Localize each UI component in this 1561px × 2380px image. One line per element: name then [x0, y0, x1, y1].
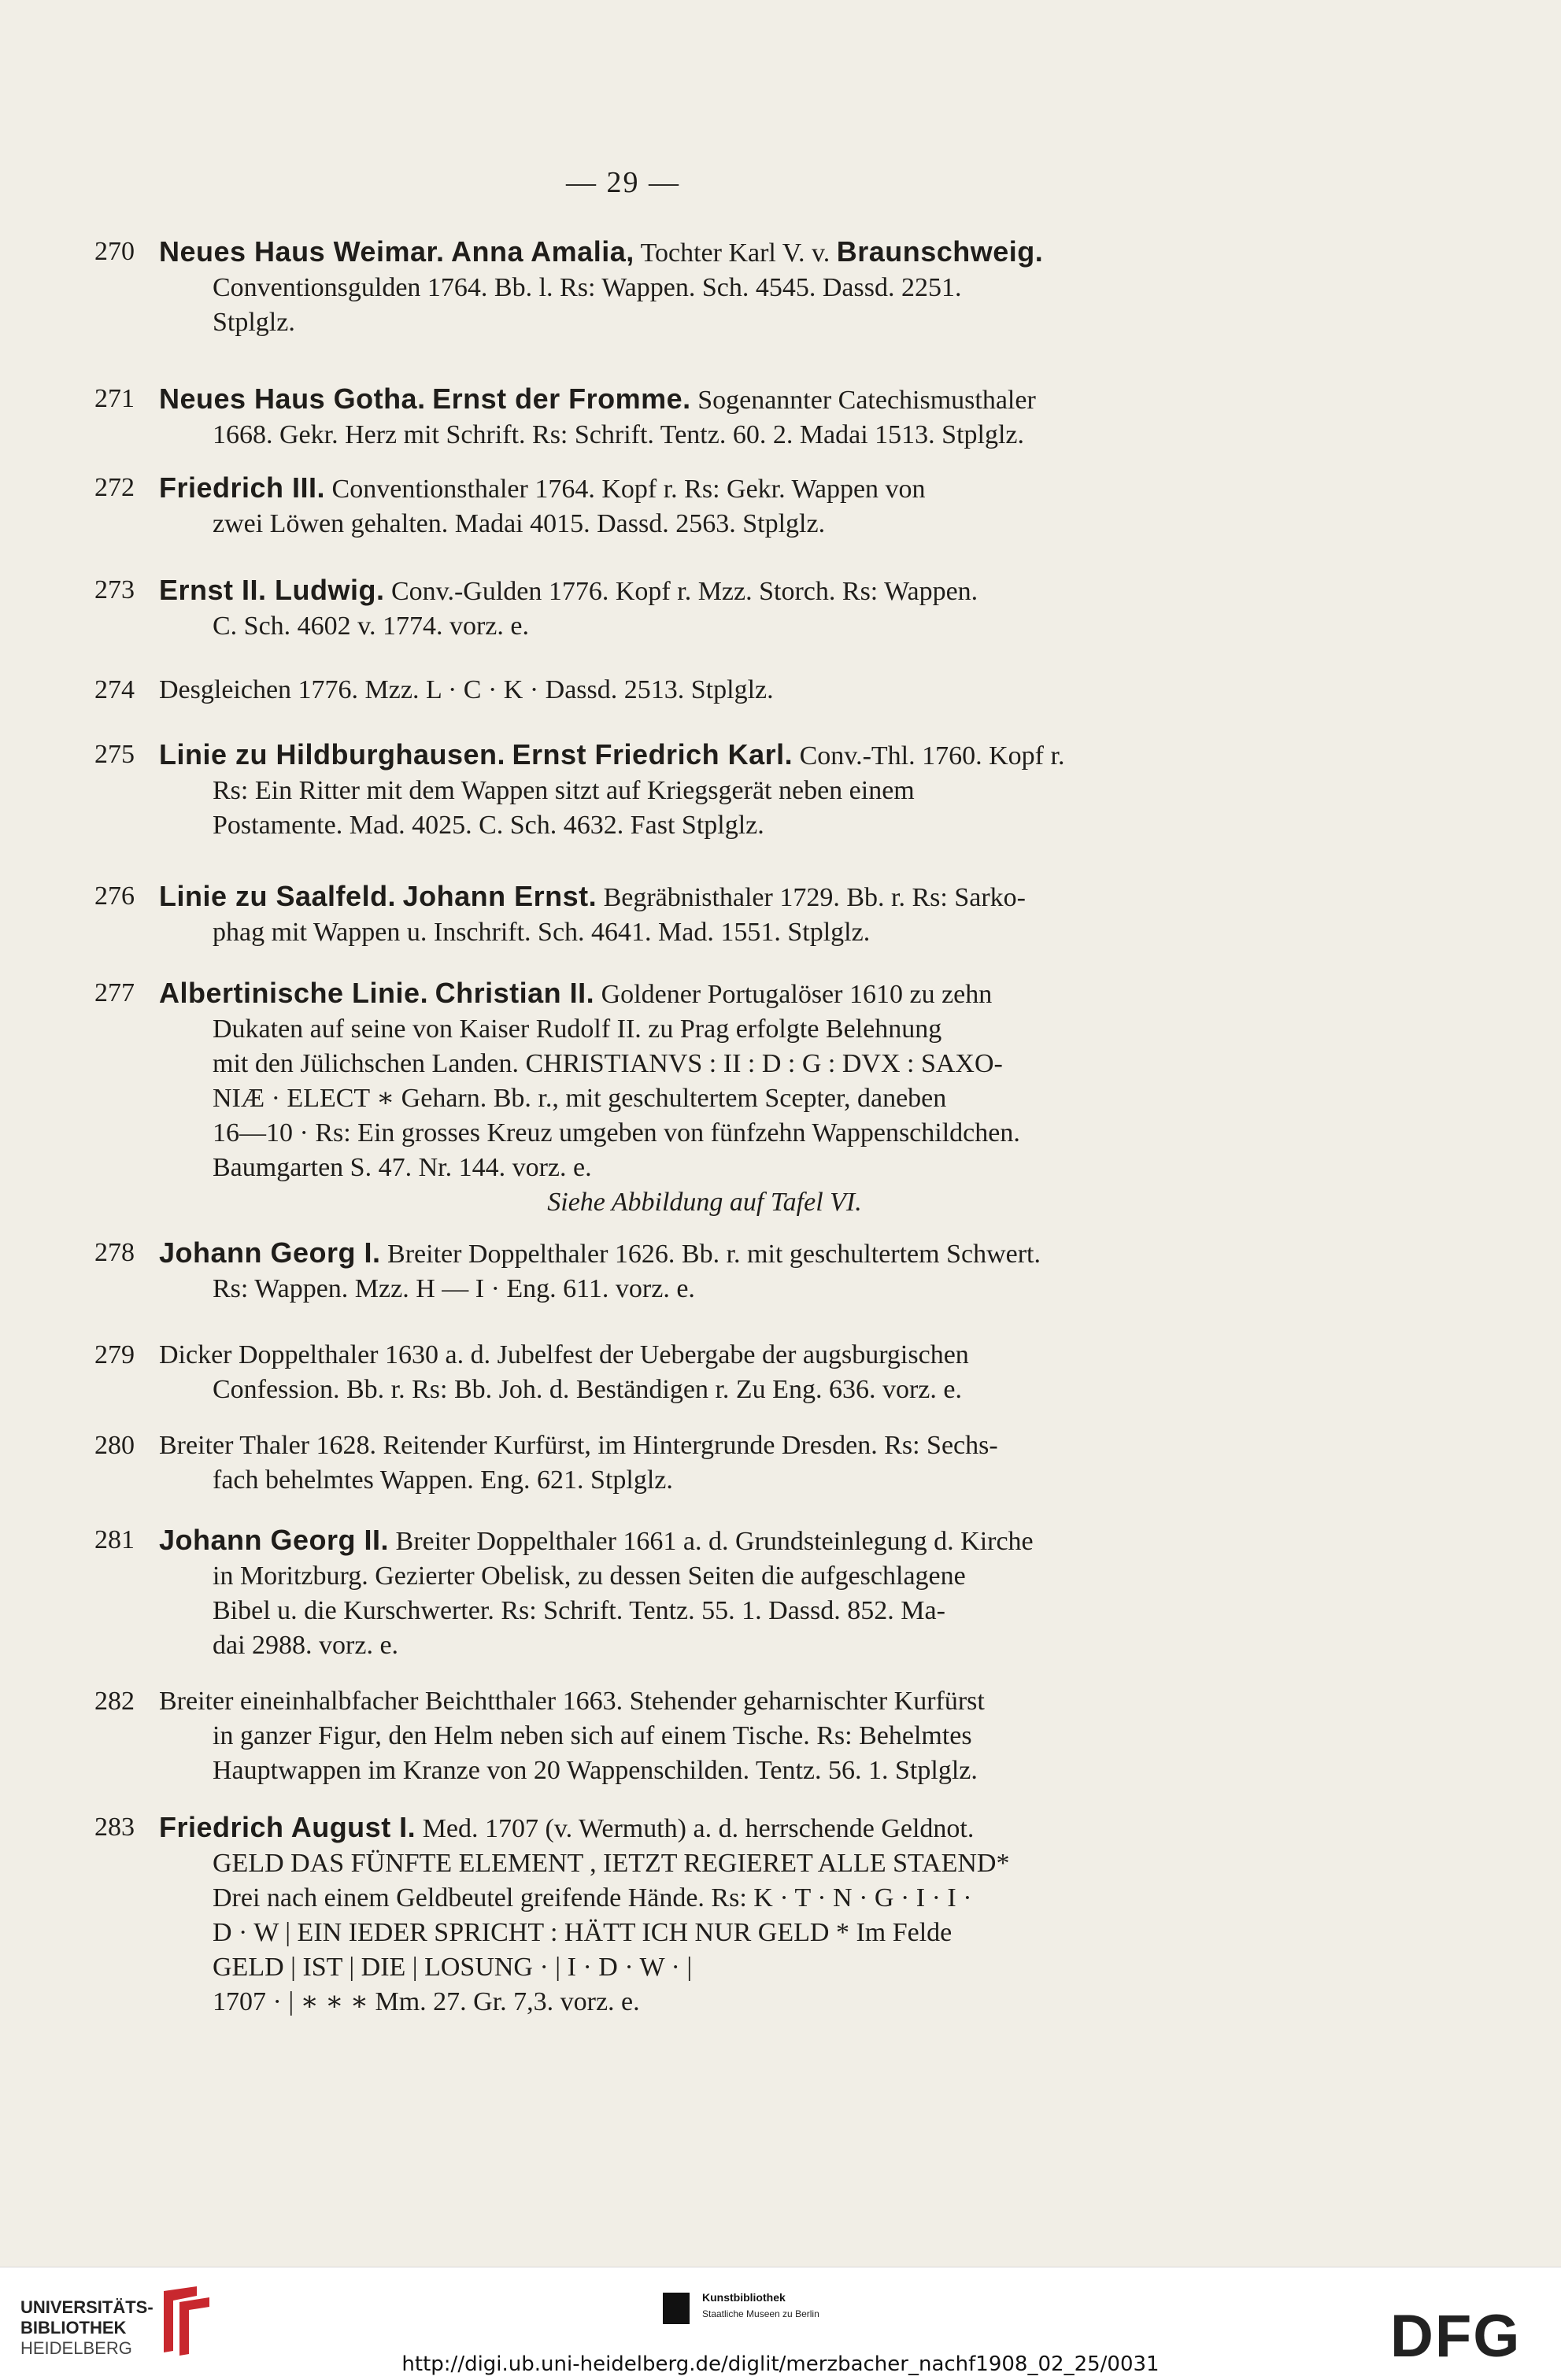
entry-text: Dicker Doppelthaler 1630 a. d. Jubelfest der Uebergabe der augsburgischen: [159, 1340, 969, 1369]
entry-continuation-line: phag mit Wappen u. Inschrift. Sch. 4641. Mad. 1551. Stplglz.: [213, 918, 871, 947]
entry-text: Goldener Portugalöser 1610 zu zehn: [601, 980, 993, 1009]
entry-heading: Ernst der Fromme.: [432, 382, 691, 415]
catalog-entry: [94, 573, 1197, 644]
entry-number: 279: [94, 1340, 135, 1369]
entry-heading: Johann Georg I.: [159, 1236, 381, 1269]
catalog-entry: [94, 1428, 1197, 1498]
entry-continuation-line: 16—10 · Rs: Ein grosses Kreuz umgeben von fünfzehn Wappenschildchen.: [213, 1118, 1020, 1148]
entry-heading: Johann Georg II.: [159, 1524, 390, 1556]
entry-continuation-line: 1668. Gekr. Herz mit Schrift. Rs: Schrift. Tentz. 60. 2. Madai 1513. Stplglz.: [213, 420, 1025, 449]
entry-continuation-line: Bibel u. die Kurschwerter. Rs: Schrift. Tentz. 55. 1. Dassd. 852. Ma-: [213, 1596, 945, 1625]
ub-line-3: HEIDELBERG: [20, 2338, 132, 2358]
entry-heading: Friedrich III.: [159, 471, 326, 504]
entry-continuation-line: Confession. Bb. r. Rs: Bb. Joh. d. Beständigen r. Zu Eng. 636. vorz. e.: [213, 1375, 962, 1404]
catalog-entry: [94, 1338, 1197, 1407]
entry-number: 280: [94, 1431, 135, 1460]
ub-line-2: BIBLIOTHEK: [20, 2318, 127, 2338]
kb-line-2: Staatliche Museen zu Berlin: [702, 2308, 819, 2319]
entry-first-line: [94, 382, 1197, 418]
entry-first-line: [94, 1523, 1197, 1559]
entry-continuation-line: 1707 · | ∗ ∗ ∗ Mm. 27. Gr. 7,3. vorz. e.: [213, 1987, 640, 2016]
entry-text: Breiter eineinhalbfacher Beichtthaler 1663. Stehender geharnischter Kurfürst: [159, 1687, 985, 1716]
entry-continuation-line: Dukaten auf seine von Kaiser Rudolf II. zu Prag erfolgte Belehnung: [213, 1014, 942, 1044]
entry-text: Conv.-Thl. 1760. Kopf r.: [799, 741, 1065, 771]
entry-first-line: [94, 1338, 1197, 1373]
entry-text: Conventionsthaler 1764. Kopf r. Rs: Gekr. Wappen von: [331, 475, 926, 504]
entry-text: Breiter Thaler 1628. Reitender Kurfürst, im Hintergrunde Dresden. Rs: Sechs-: [159, 1431, 998, 1460]
entry-text: Breiter Doppelthaler 1626. Bb. r. mit geschultertem Schwert.: [387, 1240, 1041, 1269]
entry-first-line: [94, 1684, 1197, 1719]
entry-first-line: [94, 573, 1197, 609]
catalog-entry: [94, 471, 1197, 541]
entry-first-line: [94, 235, 1197, 271]
entry-text: Sogenannter Catechismusthaler: [697, 386, 1036, 415]
catalog-entry: [94, 1236, 1197, 1306]
entry-heading: Neues Haus Gotha.: [159, 382, 426, 415]
entry-first-line: [94, 879, 1197, 915]
catalog-entry: [94, 673, 1197, 708]
footer-bar: [0, 2267, 1561, 2380]
entry-heading: Christian II.: [435, 977, 595, 1009]
entry-first-line: [94, 1810, 1197, 1846]
catalog-entry: [94, 879, 1197, 950]
kunstbibliothek-logo-icon: [663, 2293, 690, 2324]
entry-heading: Ernst II. Ludwig.: [159, 574, 385, 606]
entry-number: 270: [94, 237, 135, 266]
entry-continuation-line: Baumgarten S. 47. Nr. 144. vorz. e.: [213, 1153, 592, 1182]
entry-continuation-line: GELD | IST | DIE | LOSUNG · | I · D · W · |: [213, 1953, 693, 1982]
entry-number: 282: [94, 1687, 135, 1716]
entry-heading: Anna Amalia,: [451, 235, 634, 268]
catalog-entry: [94, 235, 1197, 340]
entry-continuation-line: GELD DAS FÜNFTE ELEMENT , IETZT REGIERET ALLE STAEND*: [213, 1849, 1010, 1878]
catalog-entry: [94, 1810, 1197, 2020]
entry-first-line: [94, 673, 1197, 708]
entry-text: Breiter Doppelthaler 1661 a. d. Grundsteinlegung d. Kirche: [395, 1527, 1034, 1556]
entry-continuation-line: NIÆ · ELECT ∗ Geharn. Bb. r., mit geschultertem Scepter, daneben: [213, 1084, 947, 1113]
entry-continuation-line: dai 2988. vorz. e.: [213, 1631, 399, 1660]
entry-first-line: [94, 1428, 1197, 1463]
entry-continuation-line: Stplglz.: [213, 308, 295, 337]
permalink-url[interactable]: http://digi.ub.uni-heidelberg.de/diglit/merzbacher_nachf1908_02_25/0031: [401, 2352, 1160, 2376]
entry-continuation-line: Hauptwappen im Kranze von 20 Wappenschilden. Tentz. 56. 1. Stplglz.: [213, 1756, 978, 1785]
entry-text: Tochter Karl V. v.: [640, 238, 837, 268]
entry-text: Conv.-Gulden 1776. Kopf r. Mzz. Storch. Rs: Wappen.: [391, 577, 978, 606]
entry-heading: Johann Ernst.: [402, 880, 597, 912]
entry-plate-reference: Siehe Abbildung auf Tafel VI.: [547, 1188, 862, 1217]
entry-continuation-line: Rs: Wappen. Mzz. H — I · Eng. 611. vorz. e.: [213, 1274, 695, 1303]
dfg-logo[interactable]: DFG: [1390, 2303, 1522, 2370]
ub-heidelberg-logo-icon: [157, 2283, 216, 2359]
entry-heading: Neues Haus Weimar.: [159, 235, 445, 268]
entry-number: 278: [94, 1238, 135, 1267]
entry-text: Desgleichen 1776. Mzz. L · C · K · Dassd. 2513. Stplglz.: [159, 675, 774, 704]
entry-continuation-line: in ganzer Figur, den Helm neben sich auf einem Tische. Rs: Behelmtes: [213, 1721, 972, 1750]
entry-heading: Albertinische Linie.: [159, 977, 429, 1009]
catalog-entry: [94, 976, 1197, 1220]
entry-number: 275: [94, 740, 135, 769]
ub-heidelberg-logo-text[interactable]: [20, 2297, 154, 2359]
entry-number: 276: [94, 881, 135, 911]
kunstbibliothek-logo[interactable]: [663, 2288, 946, 2335]
entry-text: Begräbnisthaler 1729. Bb. r. Rs: Sarko-: [603, 883, 1026, 912]
entry-number: 281: [94, 1525, 135, 1554]
entry-continuation-line: Postamente. Mad. 4025. C. Sch. 4632. Fast Stplglz.: [213, 811, 764, 840]
entry-number: 273: [94, 575, 135, 604]
entry-text: Med. 1707 (v. Wermuth) a. d. herrschende Geldnot.: [422, 1814, 975, 1843]
entry-heading: Linie zu Saalfeld.: [159, 880, 397, 912]
entry-number: 272: [94, 473, 135, 502]
entry-number: 274: [94, 675, 135, 704]
entry-continuation-line: C. Sch. 4602 v. 1774. vorz. e.: [213, 612, 529, 641]
catalog-entry: [94, 1523, 1197, 1663]
entry-first-line: [94, 471, 1197, 507]
kb-line-1: Kunstbibliothek: [702, 2291, 786, 2304]
entry-continuation-line: fach behelmtes Wappen. Eng. 621. Stplglz.: [213, 1465, 673, 1495]
entry-continuation-line: mit den Jülichschen Landen. CHRISTIANVS : II : D : G : DVX : SAXO-: [213, 1049, 1003, 1078]
entry-first-line: [94, 976, 1197, 1012]
entry-number: 283: [94, 1813, 135, 1842]
ub-line-1: UNIVERSITÄTS-: [20, 2297, 154, 2317]
entry-heading: Braunschweig.: [836, 235, 1044, 268]
entry-continuation-line: Conventionsgulden 1764. Bb. l. Rs: Wappen. Sch. 4545. Dassd. 2251.: [213, 273, 962, 302]
catalog-entry: [94, 1684, 1197, 1788]
page-number: — 29 —: [566, 166, 680, 199]
entry-number: 277: [94, 978, 135, 1007]
entry-continuation-line: Rs: Ein Ritter mit dem Wappen sitzt auf Kriegsgerät neben einem: [213, 776, 915, 805]
entry-continuation-line: in Moritzburg. Gezierter Obelisk, zu dessen Seiten die aufgeschlagene: [213, 1561, 966, 1591]
entry-heading: Friedrich August I.: [159, 1811, 416, 1843]
entry-heading: Ernst Friedrich Karl.: [512, 738, 793, 771]
entry-first-line: [94, 737, 1197, 774]
entry-heading: Linie zu Hildburghausen.: [159, 738, 506, 771]
entry-number: 271: [94, 384, 135, 413]
catalog-entry: [94, 737, 1197, 843]
entry-first-line: [94, 1236, 1197, 1272]
entry-continuation-line: zwei Löwen gehalten. Madai 4015. Dassd. 2563. Stplglz.: [213, 509, 826, 538]
entry-continuation-line: Drei nach einem Geldbeutel greifende Hände. Rs: K · T · N · G · I · I ·: [213, 1883, 972, 1913]
entry-continuation-line: D · W | EIN IEDER SPRICHT : HÄTT ICH NUR GELD * Im Felde: [213, 1918, 953, 1947]
catalog-entry: [94, 382, 1197, 453]
